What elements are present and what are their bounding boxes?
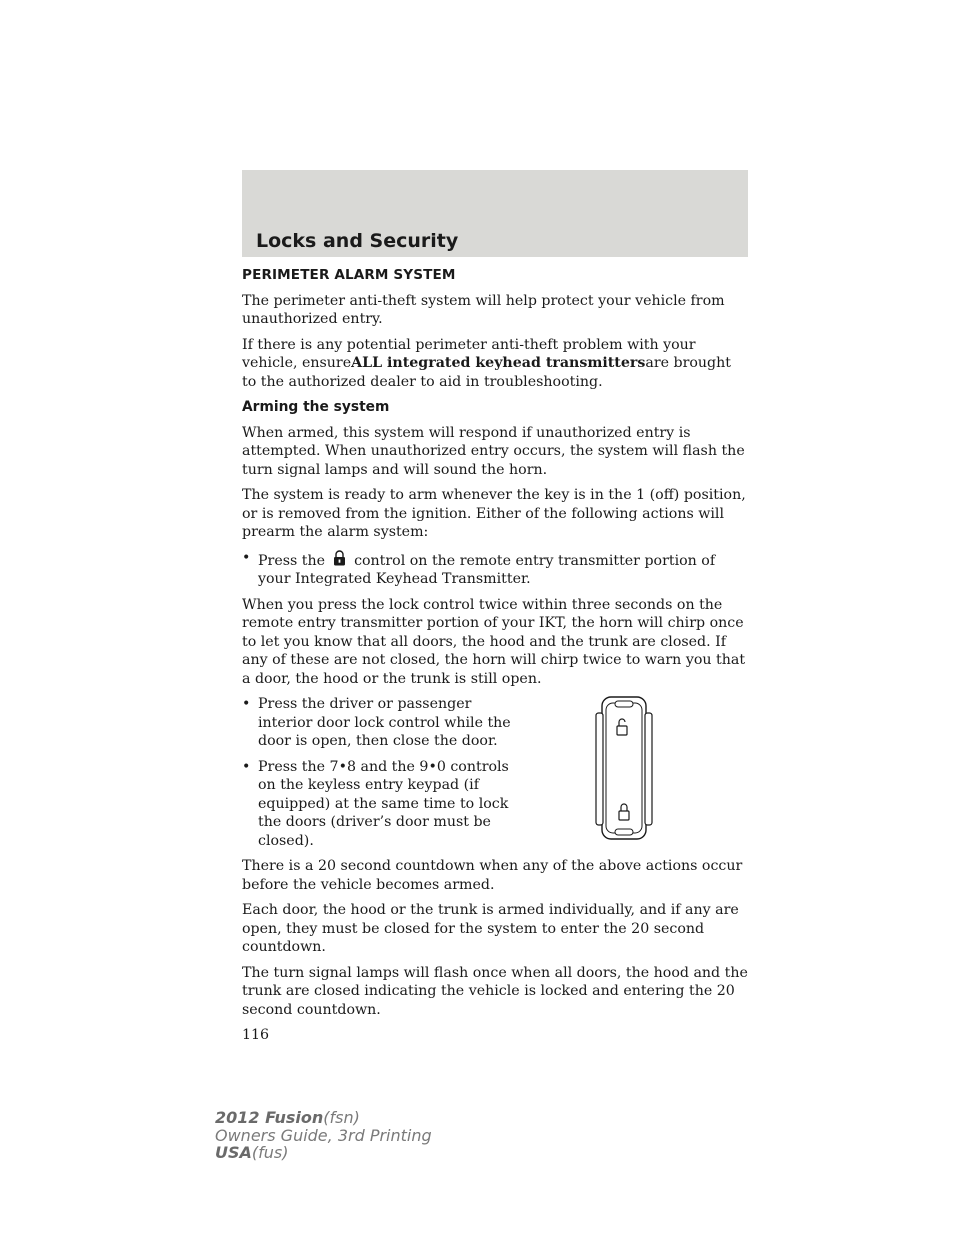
- section-heading: PERIMETER ALARM SYSTEM: [242, 267, 456, 283]
- page-number: 116: [242, 1027, 270, 1043]
- bullet-dot: •: [242, 758, 251, 775]
- bold-text: ALL integrated keyhead transmitters: [351, 355, 646, 371]
- paragraph: Each door, the hood or the trunk is armed individually, and if any are open, they must be closed for the system to enter the 20 second countdown.: [242, 902, 739, 955]
- page-content: [242, 266, 748, 1045]
- bullet-item: [242, 549, 748, 589]
- paragraph: When armed, this system will respond if unauthorized entry is attempted. When unauthorized entry occurs, the system will flash the turn signal lamps and will sound the horn.: [242, 424, 745, 478]
- figure-area: [242, 695, 748, 850]
- text-span: are brought to the authorized dealer to aid in troubleshooting.: [242, 355, 731, 390]
- text-span: control on the remote entry transmitter portion of your Integrated Keyhead Transmitter.: [258, 552, 716, 587]
- section-title: Locks and Security: [256, 230, 459, 252]
- footer-line: [215, 1109, 432, 1127]
- paragraph: The system is ready to arm whenever the key is in the 1 (off) position, or is removed from the ignition. Either of the following actions will prearm the alarm system:: [242, 487, 746, 540]
- bullet-dot: •: [428, 758, 437, 775]
- footer-line: Owners Guide, 3rd Printing: [215, 1125, 432, 1145]
- bullet-dot: •: [242, 696, 251, 712]
- bullet-item: [242, 695, 528, 751]
- paragraph: There is a 20 second countdown when any of the above actions occur before the vehicle becomes armed.: [242, 858, 743, 893]
- text-span: Press the: [258, 552, 326, 569]
- text-span: 8 and the 9: [346, 758, 429, 775]
- text-span: Press the 7: [258, 758, 339, 775]
- lock-icon: [331, 549, 348, 567]
- bullet-item: [242, 758, 528, 851]
- door-lock-switch-icon: [594, 695, 654, 847]
- footer-code: (fsn): [323, 1108, 360, 1127]
- footer-line: [215, 1144, 432, 1162]
- paragraph: The perimeter anti-theft system will help protect your vehicle from unauthorized entry.: [242, 292, 725, 327]
- print-footer: [215, 1109, 432, 1162]
- paragraph: When you press the lock control twice within three seconds on the remote entry transmitter portion of your IKT, the horn will chirp once to let you know that all doors, the hood and the trunk are closed. If any of these are not closed, the horn will chirp twice to warn you that a door, the hood or the trunk is still open.: [242, 596, 746, 687]
- footer-market: USA: [215, 1143, 252, 1162]
- text-span: 0 controls on the keyless entry keypad (if equipped) at the same time to lock the doors (driver’s door must be closed).: [258, 758, 509, 849]
- text-span: Press the driver or passenger interior door lock control while the door is open, then close the door.: [258, 696, 511, 749]
- paragraph: The turn signal lamps will flash once when all doors, the hood and the trunk are closed indicating the vehicle is locked and entering the 20 second countdown.: [242, 964, 748, 1018]
- section-header-band: [242, 170, 748, 257]
- bullet-dot: •: [338, 758, 347, 775]
- bullet-dot: •: [242, 549, 251, 566]
- subsection-heading: Arming the system: [242, 399, 390, 415]
- footer-model: 2012 Fusion: [215, 1108, 324, 1127]
- footer-code: (fus): [251, 1143, 289, 1162]
- text-span: If there is any potential perimeter anti-theft problem with your vehicle, ensure: [242, 336, 696, 371]
- paragraph: [242, 336, 748, 392]
